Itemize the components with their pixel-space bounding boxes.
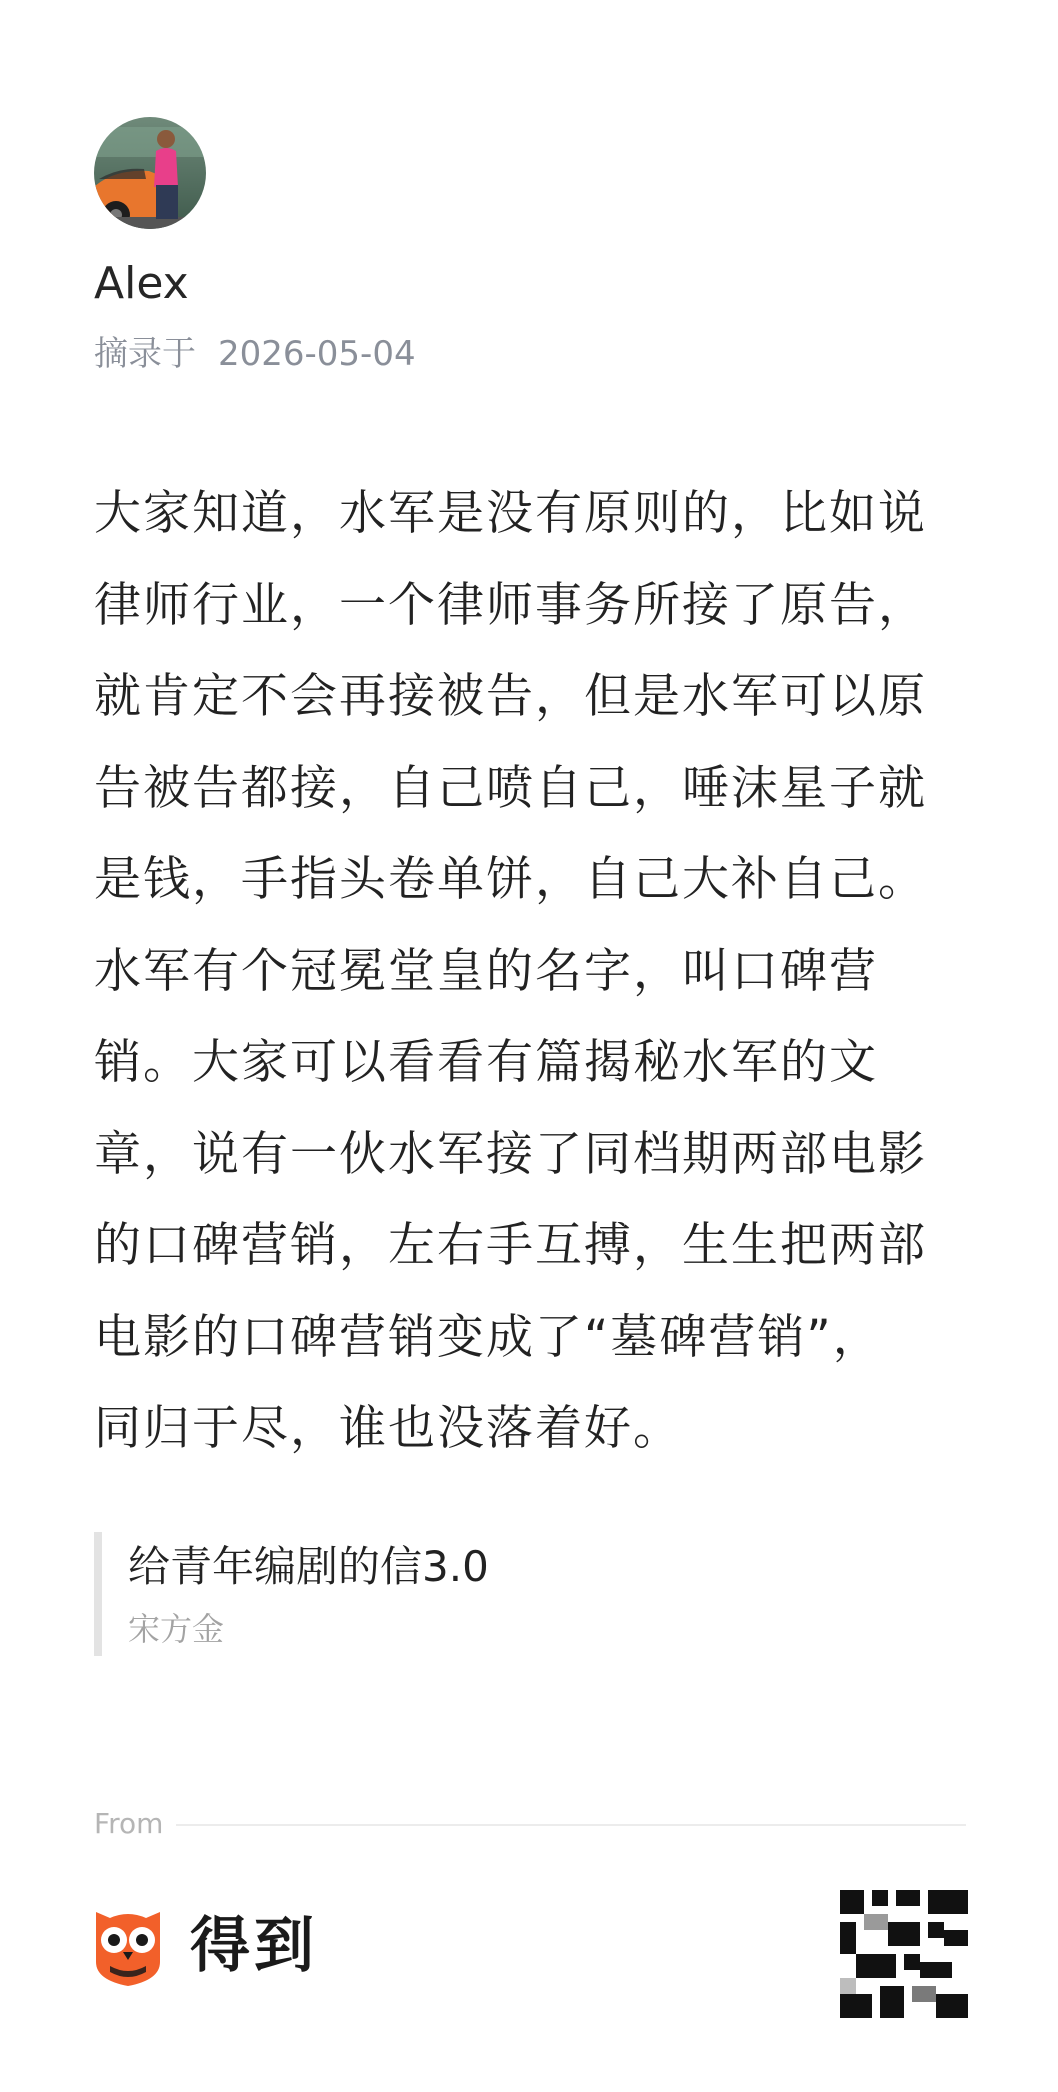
quote-line: 律师行业，一个律师事务所接了原告， — [94, 577, 927, 633]
user-name: Alex — [94, 258, 189, 309]
quote-line: 同归于尽，谁也没落着好。 — [94, 1401, 682, 1456]
avatar[interactable] — [94, 117, 206, 229]
quote-line: 章，说有一伙水军接了同档期两部电影 — [94, 1126, 927, 1182]
excerpt-date: 2026-05-04 — [218, 334, 416, 374]
book-author: 宋方金 — [128, 1610, 225, 1648]
excerpt-prefix: 摘录于 — [94, 334, 196, 374]
quote-text — [94, 468, 974, 1475]
book-source-card[interactable] — [94, 1532, 954, 1656]
quote-line: 就肯定不会再接被告，但是水军可以原 — [94, 669, 927, 724]
from-row — [94, 1804, 966, 1844]
quote-bar — [94, 1532, 102, 1656]
book-title: 给青年编剧的信3.0 — [128, 1542, 489, 1591]
quote-line: 的口碑营销，左右手互搏，生生把两部 — [94, 1218, 927, 1273]
brand-name: 得到 — [190, 1911, 318, 1981]
quote-line: 电影的口碑营销变成了“墓碑营销”， — [94, 1309, 882, 1365]
qr-code[interactable] — [840, 1890, 968, 2018]
excerpt-meta — [94, 334, 416, 374]
quote-line: 是钱，手指头卷单饼，自己大补自己。 — [94, 852, 927, 907]
owl-logo-icon — [92, 1906, 164, 1988]
quote-line: 大家知道，水军是没有原则的，比如说 — [94, 486, 927, 541]
quote-line: 告被告都接，自己喷自己，唾沫星子就 — [94, 760, 927, 816]
divider — [176, 1824, 966, 1826]
quote-line: 销。大家可以看看有篇揭秘水军的文 — [94, 1035, 878, 1090]
from-label: From — [94, 1807, 164, 1840]
quote-line: 水军有个冠冕堂皇的名字，叫口碑营 — [94, 943, 878, 999]
